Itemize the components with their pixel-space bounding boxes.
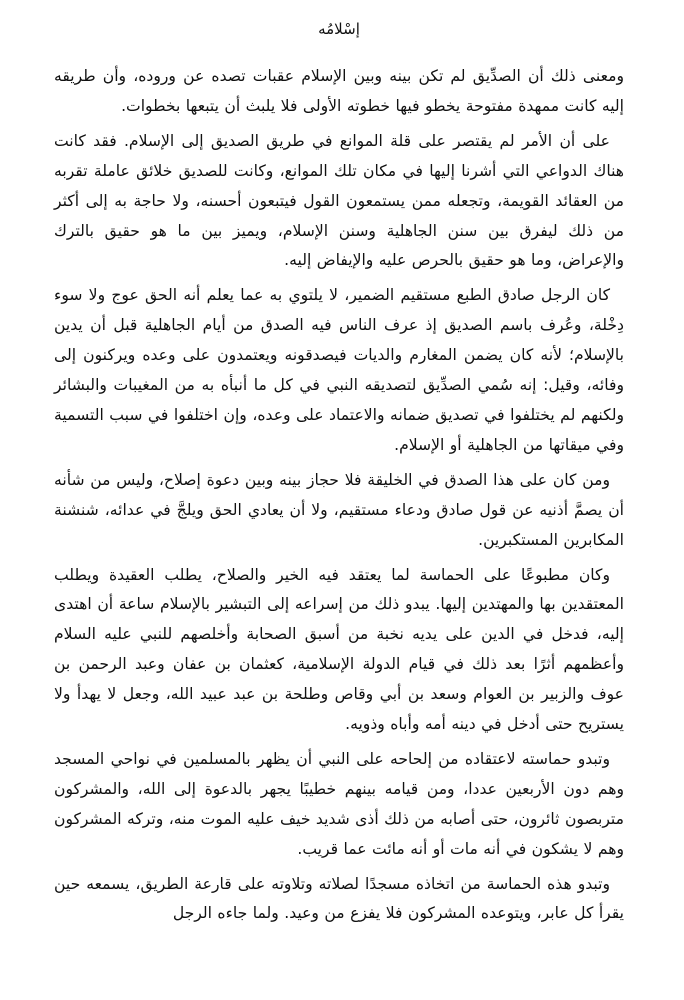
running-head: إسْلامُه: [318, 20, 360, 38]
paragraph: وتبدو هذه الحماسة من اتخاذه مسجدًا لصلاته وتلاوته على قارعة الطريق، يسمعه حين يقرأ كل عابر، ويتوعده المشركون فلا يفزع من وعيد. ولما جاءه الرجل: [54, 874, 624, 923]
paragraph: ومن كان على هذا الصدق في الخليقة فلا حجاز بينه وبين دعوة إصلاح، وليس من شأنه أن يصمَّ أذنيه عن قول صادق ودعاء مستقيم، ولا أن يعادي الحق ويلجَّ في عدائه، شنشنة المكابرين المستكبرين.: [54, 470, 624, 549]
paragraph: كان الرجل صادق الطبع مستقيم الضمير، لا يلتوي به عما يعلم أنه الحق عوج ولا سوء دِخْلة، وعُرف باسم الصديق إذ عرف الناس فيه الصدق من أيام الجاهلية قبل أن يدين بالإسلام؛ لأنه كان يضمن المغارم والديات فيصدقونه ويعتمدون على وعده ويركنون إلى وفائه، وقيل: إنه سُمي الصدِّيق لتصديقه النبي في كل ما أنبأه به من المغيبات والبشائر ولكنهم لم يختلفوا في تصديق ضمانه والاعتماد على وعده، وإن اختلفوا في سبب التسمية وفي ميقاتها من الجاهلية أو الإسلام.: [54, 286, 624, 454]
paragraph: ومعنى ذلك أن الصدِّيق لم تكن بينه وبين الإسلام عقبات تصده عن وروده، وأن طريقه إليه كانت ممهدة مفتوحة يخطو فيها خطوته الأولى فلا يلبث أن يتبعها بخطوات.: [54, 67, 624, 115]
paragraph: على أن الأمر لم يقتصر على قلة الموانع في طريق الصديق إلى الإسلام. فقد كانت هناك الدواعي التي أشرنا إليها في مكان تلك الموانع، وكانت للصديق خلائق عاملة تقربه من العقائد القويمة، وتجعله ممن يستمعون القول فيتبعون أحسنه، ولا حاجة به إلى أكثر من ذلك ليفرق بين سنن الجاهلية وسنن الإسلام، ويميز بين ما هو حقيق بالترك والإعراض، وما هو حقيق بالحرص عليه والإيفاض إليه.: [54, 131, 624, 270]
body-text: [54, 62, 624, 929]
paragraph: وتبدو حماسته لاعتقاده من إلحاحه على النبي أن يظهر بالمسلمين في نواحي المسجد وهم دون الأربعين عددا، ومن قيامه بينهم خطيبًا يجهر بالدعوة إلى الله، والمشركون متربصون ثائرون، حتى أصابه من ذلك أذى شديد خيف عليه الموت منه، وتركه المشركون وهم لا يشكون في أنه مات أو أنه مائت عما قريب.: [54, 749, 624, 858]
paragraph: وكان مطبوعًا على الحماسة لما يعتقد فيه الخير والصلاح، يطلب العقيدة ويطلب المعتقدين بها والمهتدين إليها. يبدو ذلك من إسراعه إلى التبشير بالإسلام ساعة أن اهتدى إليه، فدخل في الدين على يديه نخبة من أسبق الصحابة وأخلصهم للنبي عليه السلام وأعظمهم أثرًا بعد ذلك في قيام الدولة الإسلامية، كعثمان بن عفان وعبد الرحمن بن عوف والزبير بن العوام وسعد بن أبي وقاص وطلحة بن عبد عبيد الله، وجعل لا يهدأ ولا يستريح حتى أدخل في دينه أمه وأباه وذويه.: [54, 565, 624, 734]
